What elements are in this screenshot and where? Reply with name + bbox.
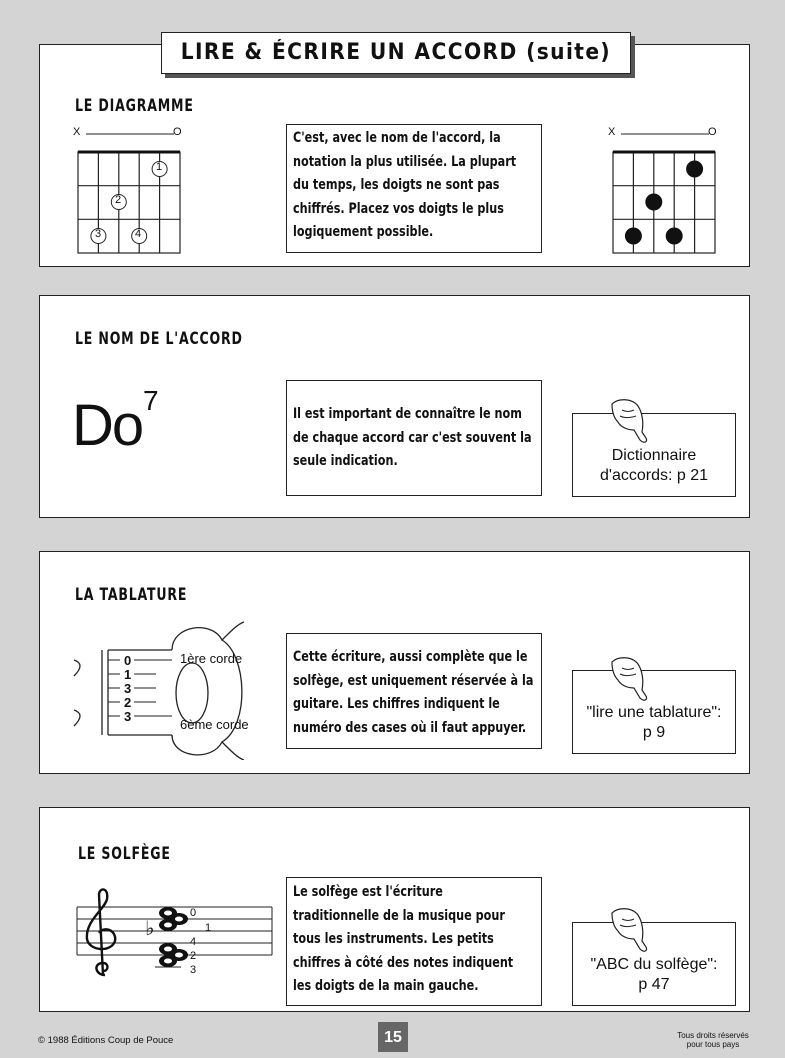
- section-heading-nom-accord: LE NOM DE L'ACCORD: [75, 329, 243, 349]
- chord-superscript: 7: [143, 385, 159, 416]
- staff-chord-icon: [75, 885, 275, 985]
- string-label-bottom: 6ème corde: [180, 717, 249, 732]
- text-nom-accord: Il est important de connaître le nom de chaque accord car c'est souvent la seule indication.: [286, 380, 542, 496]
- section-heading-solfege: LE SOLFÈGE: [78, 844, 171, 864]
- section-heading-diagramme: LE DIAGRAMME: [75, 96, 194, 116]
- chord-diagram-numbered: [70, 124, 190, 259]
- reference-text: "lire une tablature": p 9: [586, 704, 722, 741]
- finger-number: 1: [156, 161, 163, 173]
- pointing-hand-icon: [608, 396, 658, 446]
- finger-number: 3: [95, 228, 102, 240]
- text-diagramme: C'est, avec le nom de l'accord, la notation la plus utilisée. La plupart du temps, les doigts ne sont pas chiffrés. Placez vos doigts le plus logiquement possible.: [286, 124, 542, 253]
- page-title: LIRE & ÉCRIRE UN ACCORD (suite): [161, 32, 631, 74]
- fingering-number: 2: [190, 950, 197, 962]
- reference-text: "ABC du solfège": p 47: [590, 956, 718, 993]
- fingering-number: 0: [190, 907, 197, 919]
- copyright: © 1988 Éditions Coup de Pouce: [38, 1035, 174, 1046]
- tab-fret-number: 3: [124, 681, 132, 696]
- tab-fret-number: 1: [124, 667, 132, 682]
- finger-number: 4: [135, 228, 142, 240]
- text-tablature: Cette écriture, aussi complète que le solfège, est uniquement réservée à la guitare. Les chiffres indiquent le numéro des cases où il faut appuyer.: [286, 633, 542, 749]
- text-solfege: Le solfège est l'écriture traditionnelle de la musique pour tous les instruments. Les petits chiffres à côté des notes indiquent les doigts de la main gauche.: [286, 877, 542, 1006]
- pointing-hand-icon: [608, 654, 658, 704]
- guitar-head-icon: [72, 620, 282, 760]
- tab-fret-number: 2: [124, 695, 132, 710]
- diagram-marker-o: O: [173, 126, 182, 138]
- tab-fret-number: 3: [124, 709, 132, 724]
- page-number: 15: [378, 1022, 408, 1052]
- string-label-top: 1ère corde: [180, 651, 243, 666]
- rights-notice: Tous droits réservés pour tous pays: [677, 1031, 749, 1049]
- pointing-hand-icon: [608, 905, 658, 955]
- section-heading-tablature: LA TABLATURE: [75, 585, 188, 605]
- finger-number: 2: [115, 194, 122, 206]
- chord-name: Do: [72, 393, 143, 458]
- fingering-number: 3: [190, 964, 197, 976]
- diagram-marker-o: O: [708, 126, 717, 138]
- diagram-marker-x: X: [73, 126, 81, 138]
- tab-fret-number: 0: [124, 653, 132, 668]
- fingering-number: 1: [205, 922, 212, 934]
- diagram-marker-x: X: [608, 126, 616, 138]
- svg-text:♭: ♭: [145, 916, 155, 940]
- reference-text: Dictionnaire d'accords: p 21: [599, 447, 708, 484]
- fingering-number: 4: [190, 936, 197, 948]
- chord-diagram-dots: [605, 124, 725, 259]
